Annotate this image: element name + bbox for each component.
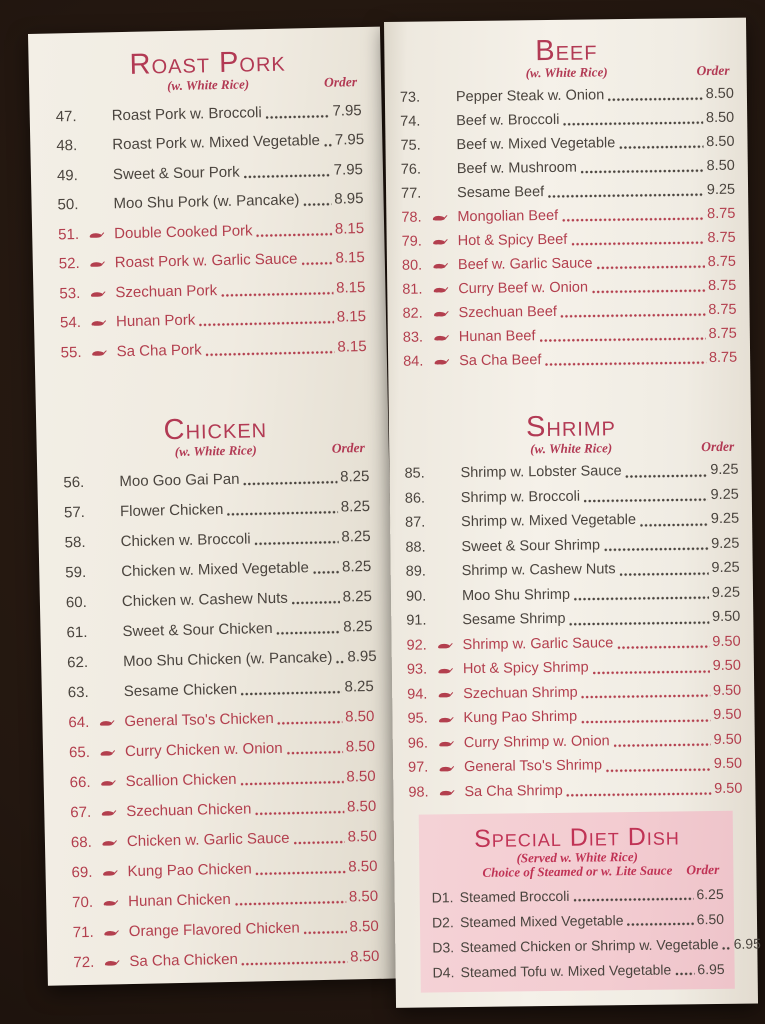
dot-leader	[562, 217, 704, 222]
item-price: 9.50	[712, 682, 742, 699]
item-number: 79.	[401, 233, 422, 250]
section-shrimp	[404, 410, 743, 801]
chili-pepper-icon	[91, 348, 117, 358]
section-title: Shrimp	[525, 410, 617, 444]
section-header	[54, 45, 361, 95]
item-price: 8.50	[350, 947, 380, 966]
item-list	[55, 89, 366, 361]
dot-leader	[257, 232, 332, 237]
item-number: 86.	[404, 490, 426, 507]
item-price: 8.75	[708, 301, 737, 318]
item-name: Hunan Beef	[458, 327, 536, 345]
item-price: 8.15	[334, 219, 365, 238]
chili-pepper-icon	[100, 808, 126, 818]
menu-item-row	[432, 902, 724, 931]
item-name: Chicken w. Broccoli	[120, 530, 251, 550]
item-price: 8.15	[336, 278, 366, 297]
item-name: Moo Shu Shrimp	[461, 586, 571, 604]
item-price: 7.95	[332, 101, 362, 120]
item-name: Shrimp w. Garlic Sauce	[462, 635, 614, 653]
item-number: 84.	[403, 353, 424, 370]
item-price: 8.25	[343, 617, 373, 636]
item-number: 82.	[402, 305, 423, 322]
chili-pepper-icon	[102, 898, 128, 908]
section-roast-pork	[54, 27, 367, 361]
item-number: 62.	[66, 653, 89, 672]
chili-pepper-icon	[432, 237, 458, 246]
item-price: 9.25	[711, 559, 740, 577]
chili-pepper-icon	[437, 666, 463, 675]
item-number: 78.	[401, 209, 422, 226]
dot-leader	[620, 572, 709, 576]
chili-pepper-icon	[437, 641, 463, 650]
item-price: 6.50	[696, 911, 725, 928]
item-number: 83.	[402, 329, 424, 346]
menu-item-row	[403, 342, 737, 370]
menu-item-row	[431, 877, 723, 906]
item-number: 47.	[55, 107, 77, 126]
item-number: 68.	[70, 833, 92, 852]
item-name: Sesame Shrimp	[462, 611, 566, 629]
item-number: 71.	[72, 923, 94, 942]
item-name: Shrimp w. Broccoli	[460, 488, 581, 506]
section-title: Beef	[535, 34, 598, 68]
dot-leader	[592, 289, 705, 293]
dot-leader	[539, 337, 705, 342]
item-list	[431, 877, 762, 981]
item-number: 98.	[408, 784, 429, 801]
item-price: 8.25	[340, 497, 371, 516]
section-subtitle-2: Choice of Steamed or w. Lite Sauce	[482, 862, 673, 880]
dot-leader	[581, 719, 710, 724]
section-subtitle: (w. White Rice)	[174, 441, 257, 459]
item-name: Szechuan Beef	[458, 303, 558, 321]
item-name: Steamed Chicken or Shrimp w. Vegetable	[460, 936, 719, 956]
item-number: 80.	[401, 257, 423, 274]
chili-pepper-icon	[100, 778, 126, 788]
dot-leader	[255, 810, 344, 815]
item-name: Mongolian Beef	[457, 207, 559, 225]
item-number: 55.	[60, 343, 82, 362]
dot-leader	[604, 547, 708, 551]
section-subtitle: (Served w. White Rice)	[516, 848, 638, 866]
item-price: 6.95	[733, 935, 762, 953]
dot-leader	[581, 169, 704, 173]
item-price: 8.75	[708, 349, 738, 366]
item-number: 97.	[408, 759, 429, 777]
dot-leader	[617, 645, 709, 649]
item-price: 8.15	[336, 308, 367, 326]
chili-pepper-icon	[90, 318, 116, 328]
chili-pepper-icon	[101, 838, 127, 848]
item-name: Kung Pao Chicken	[127, 860, 252, 880]
item-number: 72.	[73, 953, 95, 971]
item-name: Sesame Chicken	[123, 680, 238, 700]
item-number: 57.	[63, 503, 86, 522]
item-price: 8.50	[346, 767, 376, 786]
dot-leader	[266, 114, 330, 118]
dot-leader	[278, 720, 343, 724]
item-name: Sweet & Sour Pork	[112, 163, 240, 183]
item-number: D3.	[432, 939, 455, 956]
item-list	[400, 78, 737, 370]
item-price: 9.50	[713, 755, 743, 773]
item-number: 91.	[406, 612, 427, 630]
item-list	[404, 454, 742, 801]
item-number: 92.	[406, 637, 427, 654]
item-number: 51.	[58, 225, 80, 244]
dot-leader	[336, 660, 344, 663]
item-price: 9.25	[710, 461, 739, 479]
item-number: 90.	[405, 588, 427, 605]
item-name: Sesame Beef	[456, 183, 545, 201]
item-number: 88.	[405, 539, 426, 556]
item-price: 8.25	[339, 467, 370, 486]
item-name: Roast Pork w. Mixed Vegetable	[112, 132, 321, 154]
item-price: 8.75	[707, 277, 737, 294]
chili-pepper-icon	[431, 213, 457, 222]
item-price: 6.95	[697, 961, 725, 978]
item-name: Shrimp w. Mixed Vegetable	[461, 512, 637, 531]
item-number: 50.	[57, 196, 79, 214]
chili-pepper-icon	[98, 718, 124, 728]
item-number: D4.	[432, 964, 455, 981]
item-price: 9.25	[706, 181, 736, 198]
dot-leader	[573, 897, 693, 901]
item-price: 8.15	[337, 337, 367, 356]
item-price: 8.50	[347, 827, 378, 846]
item-name: Chicken w. Cashew Nuts	[121, 589, 288, 610]
order-column-label: Order	[701, 438, 735, 455]
item-name: Curry Beef w. Onion	[458, 279, 589, 297]
item-price: 8.50	[706, 133, 735, 150]
dot-leader	[640, 523, 708, 527]
item-price: 8.50	[349, 917, 379, 936]
dot-leader	[563, 121, 703, 126]
item-number: 61.	[66, 623, 88, 642]
item-name: Chicken w. Mixed Vegetable	[121, 558, 310, 580]
item-name: Curry Chicken w. Onion	[124, 739, 283, 760]
item-name: Orange Flavored Chicken	[128, 919, 300, 940]
item-price: 7.95	[333, 160, 364, 179]
dot-leader	[584, 498, 708, 503]
item-number: 48.	[56, 137, 78, 155]
order-column-label: Order	[323, 74, 358, 90]
dot-leader	[723, 947, 731, 950]
item-name: Hunan Chicken	[128, 890, 231, 910]
dot-leader	[574, 596, 709, 601]
dot-leader	[545, 361, 706, 366]
menu-page-left	[28, 27, 400, 986]
chili-pepper-icon	[99, 748, 125, 758]
section-header	[399, 34, 734, 82]
dot-leader	[561, 313, 705, 318]
item-number: 60.	[65, 593, 87, 612]
item-name: Beef w. Broccoli	[456, 111, 560, 129]
item-price: 8.50	[705, 85, 734, 102]
dot-leader	[287, 750, 343, 754]
item-price: 8.75	[707, 253, 737, 270]
dot-leader	[244, 480, 338, 485]
item-number: 85.	[404, 465, 425, 483]
dot-leader	[582, 694, 710, 699]
dot-leader	[619, 145, 703, 149]
item-price: 8.50	[345, 737, 376, 756]
item-name: Szechuan Chicken	[126, 800, 252, 820]
section-header	[431, 823, 724, 881]
item-name: Sa Cha Pork	[116, 341, 202, 360]
order-column-label: Order	[696, 62, 730, 79]
item-price: 8.25	[341, 557, 372, 576]
dot-leader	[277, 630, 341, 634]
section-subtitle: (w. White Rice)	[530, 440, 613, 457]
dot-leader	[548, 193, 704, 198]
chili-pepper-icon	[437, 690, 463, 699]
dot-leader	[597, 265, 705, 269]
item-name: Shrimp w. Cashew Nuts	[461, 561, 616, 580]
section-title: Special Diet Dish	[473, 822, 681, 853]
item-name: Shrimp w. Lobster Sauce	[460, 463, 622, 482]
item-price: 8.75	[707, 229, 736, 246]
item-number: 74.	[400, 113, 421, 130]
item-name: Steamed Tofu w. Mixed Vegetable	[460, 961, 672, 981]
item-name: Roast Pork w. Garlic Sauce	[114, 250, 298, 272]
item-price: 8.15	[335, 249, 365, 267]
item-price: 8.75	[708, 325, 737, 342]
item-name: Flower Chicken	[119, 500, 224, 520]
dot-leader	[304, 930, 347, 934]
item-name: General Tso's Shrimp	[464, 757, 603, 776]
item-name: Sweet & Sour Chicken	[122, 619, 273, 640]
chili-pepper-icon	[432, 261, 458, 270]
chili-pepper-icon	[88, 230, 114, 240]
item-price: 9.50	[713, 706, 742, 724]
chili-pepper-icon	[433, 333, 459, 342]
item-number: 96.	[407, 735, 429, 752]
item-name: Sa Cha Shrimp	[464, 782, 563, 800]
dot-leader	[675, 972, 694, 975]
item-number: 56.	[63, 473, 85, 492]
item-price: 6.25	[696, 886, 724, 903]
section-subtitle: (w. White Rice)	[166, 76, 250, 94]
item-name: Sa Cha Beef	[459, 351, 542, 369]
item-name: Sweet & Sour Shrimp	[461, 537, 601, 555]
item-number: 73.	[399, 89, 421, 106]
item-price: 9.50	[711, 608, 741, 626]
dot-leader	[255, 540, 339, 545]
item-number: 67.	[70, 803, 92, 822]
dot-leader	[256, 870, 346, 875]
dot-leader	[242, 960, 347, 965]
order-column-label: Order	[686, 861, 720, 878]
item-number: 58.	[64, 533, 86, 552]
section-chicken	[62, 410, 380, 970]
item-number: 59.	[65, 563, 87, 582]
item-price: 9.50	[712, 633, 741, 650]
item-number: 75.	[400, 137, 421, 154]
item-number: 64.	[68, 713, 90, 732]
menu-item-row	[408, 772, 742, 801]
item-name: Sa Cha Chicken	[129, 950, 239, 970]
section-title: Roast Pork	[129, 45, 287, 81]
menu-page-right	[384, 18, 762, 1008]
menu-item-row	[60, 325, 367, 361]
item-number: 87.	[405, 514, 426, 532]
item-number: 69.	[71, 863, 93, 882]
item-price: 8.50	[705, 109, 735, 126]
dot-leader	[206, 350, 335, 356]
section-special-diet-dish	[419, 811, 762, 993]
item-name: Pepper Steak w. Onion	[455, 87, 605, 105]
item-name: Szechuan Shrimp	[463, 684, 578, 702]
menu-item-row	[432, 927, 762, 956]
item-name: General Tso's Chicken	[124, 709, 274, 730]
chili-pepper-icon	[433, 357, 459, 366]
dot-leader	[593, 670, 710, 674]
chili-pepper-icon	[438, 739, 464, 748]
dot-leader	[626, 474, 708, 478]
item-price: 9.25	[711, 535, 740, 552]
item-number: D1.	[431, 889, 454, 906]
dot-leader	[324, 144, 332, 147]
item-name: Beef w. Mixed Vegetable	[456, 134, 616, 153]
item-price: 9.50	[712, 657, 741, 675]
chili-pepper-icon	[437, 715, 463, 724]
item-number: 49.	[56, 166, 79, 185]
item-number: 77.	[400, 185, 422, 202]
item-name: Steamed Mixed Vegetable	[459, 912, 624, 931]
chili-pepper-icon	[101, 868, 127, 878]
item-number: 70.	[72, 893, 94, 912]
item-price: 8.50	[344, 707, 375, 726]
chili-pepper-icon	[89, 259, 115, 269]
order-column-label: Order	[331, 439, 365, 456]
dot-leader	[294, 840, 345, 844]
item-number: D2.	[431, 914, 454, 931]
dot-leader	[301, 262, 332, 266]
chili-pepper-icon	[432, 285, 458, 294]
item-list	[63, 454, 380, 970]
item-name: Scallion Chicken	[125, 770, 237, 790]
dot-leader	[313, 570, 339, 574]
item-price: 8.50	[348, 857, 378, 876]
item-name: Steamed Broccoli	[459, 888, 570, 906]
dot-leader	[292, 600, 340, 604]
chili-pepper-icon	[103, 958, 129, 968]
chili-pepper-icon	[438, 788, 464, 797]
item-number: 93.	[406, 661, 428, 679]
section-subtitle: (w. White Rice)	[525, 64, 608, 81]
dot-leader	[614, 743, 711, 747]
item-price: 9.25	[711, 584, 741, 601]
item-name: Moo Shu Chicken (w. Pancake)	[122, 648, 333, 670]
item-price: 8.25	[344, 677, 374, 696]
item-price: 9.50	[713, 731, 742, 748]
item-price: 8.50	[346, 797, 377, 816]
dot-leader	[571, 241, 704, 246]
item-price: 8.25	[341, 527, 371, 546]
dot-leader	[567, 792, 711, 797]
dot-leader	[608, 97, 702, 101]
item-name: Chicken w. Garlic Sauce	[126, 829, 290, 850]
item-name: Hot & Spicy Beef	[457, 231, 568, 249]
item-number: 66.	[69, 773, 91, 792]
item-number: 53.	[59, 284, 81, 303]
item-number: 52.	[58, 255, 80, 273]
dot-leader	[627, 922, 693, 926]
chili-pepper-icon	[438, 764, 464, 773]
item-number: 95.	[407, 710, 428, 728]
item-price: 8.50	[348, 887, 379, 906]
item-name: Kung Pao Shrimp	[463, 708, 578, 727]
item-number: 54.	[59, 314, 82, 332]
item-name: Moo Goo Gai Pan	[119, 470, 240, 490]
section-beef	[399, 18, 737, 370]
dot-leader	[570, 621, 710, 626]
item-name: Beef w. Mushroom	[456, 159, 577, 177]
item-name: Roast Pork w. Broccoli	[111, 103, 262, 125]
item-number: 89.	[405, 563, 426, 581]
item-number: 63.	[67, 683, 89, 702]
menu-item-row	[432, 952, 724, 981]
section-header	[62, 410, 369, 460]
item-number: 81.	[402, 281, 423, 298]
chili-pepper-icon	[89, 289, 115, 299]
item-price: 8.95	[347, 647, 377, 666]
item-name: Hunan Pork	[115, 311, 196, 331]
item-number: 65.	[68, 743, 91, 762]
dot-leader	[304, 203, 332, 207]
item-name: Szechuan Pork	[115, 281, 218, 301]
item-name: Beef w. Garlic Sauce	[457, 255, 593, 273]
menu-item-row	[66, 634, 377, 672]
menu-item-row	[73, 934, 380, 970]
section-title: Chicken	[163, 411, 268, 446]
item-price: 9.25	[710, 486, 739, 503]
item-price: 8.25	[342, 587, 373, 606]
item-name: Moo Shu Pork (w. Pancake)	[113, 191, 300, 213]
section-header	[404, 410, 739, 458]
item-price: 8.75	[707, 205, 736, 222]
item-price: 9.50	[714, 780, 743, 797]
item-price: 8.50	[706, 157, 735, 174]
item-name: Curry Shrimp w. Onion	[463, 733, 610, 751]
item-price: 7.95	[334, 131, 365, 149]
item-price: 8.95	[334, 190, 364, 208]
item-number: 94.	[407, 686, 428, 703]
chili-pepper-icon	[433, 309, 459, 318]
dot-leader	[606, 768, 711, 772]
item-name: Double Cooked Pork	[114, 222, 253, 242]
item-name: Hot & Spicy Shrimp	[462, 659, 589, 678]
chili-pepper-icon	[103, 928, 129, 938]
item-price: 9.25	[710, 510, 740, 528]
dot-leader	[244, 173, 331, 178]
item-number: 76.	[400, 161, 422, 178]
